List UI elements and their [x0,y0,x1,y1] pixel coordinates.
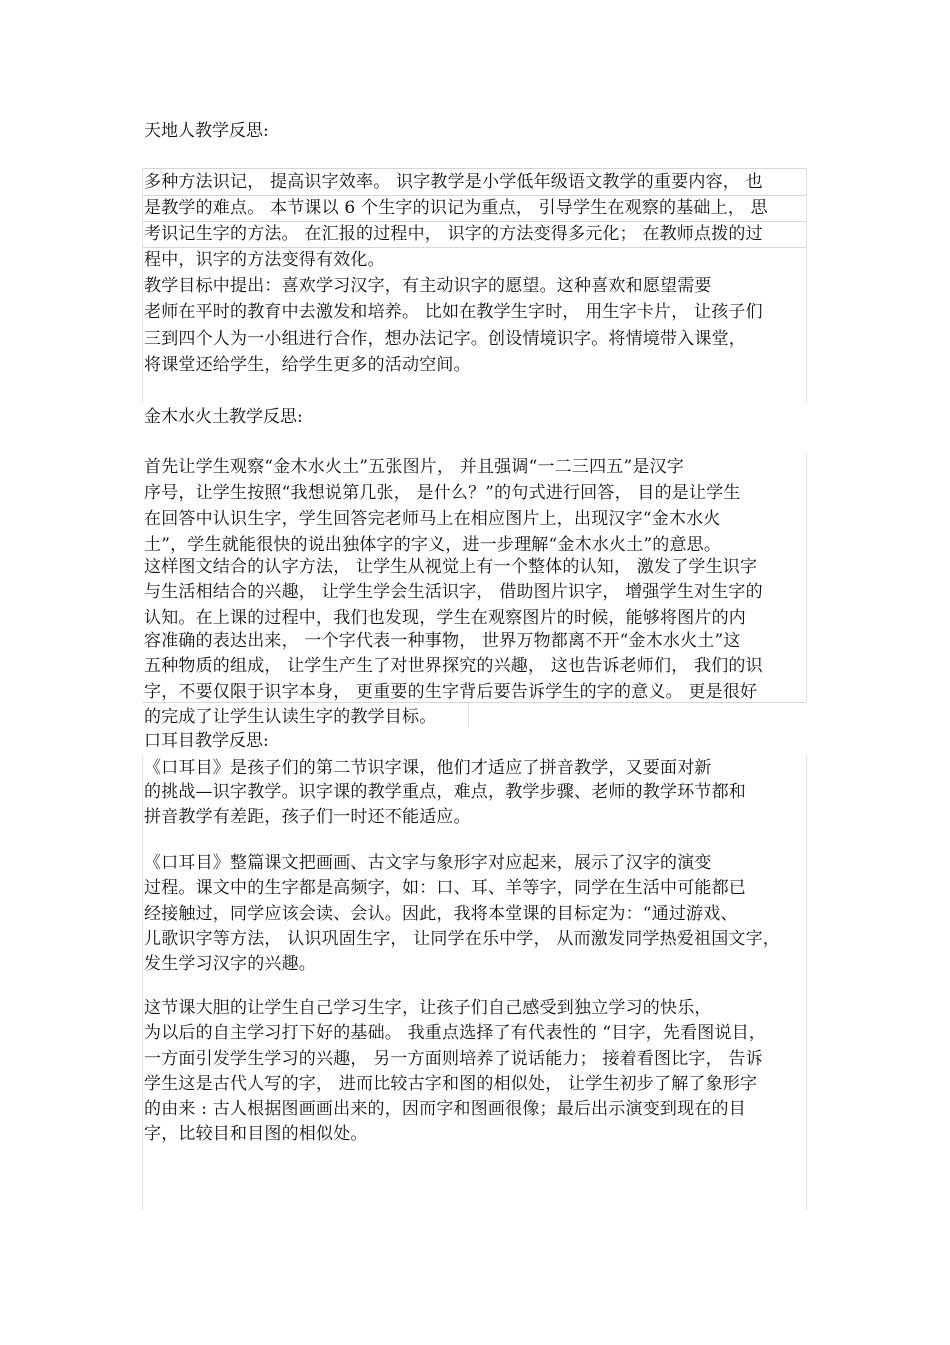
text-line: 拼音教学有差距，孩子们一时还不能适应。 [144,807,471,827]
table-rule [142,755,143,1210]
table-rule [806,755,807,1210]
text-line: 在回答中认识生字，学生回答完老师马上在相应图片上，出现汉字“金木水火 [144,509,721,529]
table-rule [806,168,807,403]
text-line: 的挑战—识字教学。识字课的教学重点，难点，教学步骤、老师的教学环节都和 [144,782,746,802]
text-line: 的完成了让学生认读生字的教学目标。 [144,707,437,727]
text-line: 《口耳目》整篇课文把画画、古文字与象形字对应起来，展示了汉字的演变 [144,853,712,873]
text-line: 过程。课文中的生字都是高频字，如：口、耳、羊等字，同学在生活中可能都已 [144,878,746,898]
table-rule [142,168,806,169]
text-line: 考识记生字的方法。 在汇报的过程中， 识字的方法变得多元化； 在教师点拨的过 [144,224,763,244]
text-line: 老师在平时的教育中去激发和培养。 比如在教学生字时， 用生字卡片， 让孩子们 [144,302,763,322]
text-line: 容准确的表达出来， 一个字代表一种事物， 世界万物都离不开“金木水火土”这 [144,631,741,651]
text-line: 发生学习汉字的兴趣。 [144,954,316,974]
text-line: 土”，学生就能很快的说出独体字的字义，进一步理解“金木水火土”的意思。 [144,535,722,555]
text-line: 是教学的难点。 本节课以 6 个生字的识记为重点， 引导学生在观察的基础上， 思 [144,198,768,218]
text-line: 三到四个人为一小组进行合作，想办法记字。创设情境识字。将情境带入课堂， [144,329,746,349]
text-line: 将课堂还给学生，给学生更多的活动空间。 [144,355,471,375]
table-rule [806,452,807,702]
text-line: 程中，识字的方法变得有效化。 [144,250,385,270]
text-line: 儿歌识字等方法， 认识巩固生字， 让同学在乐中学， 从而激发同学热爱祖国文字， [144,929,781,949]
text-line: 经接触过，同学应该会读、会认。因此，我将本堂课的目标定为：“通过游戏、 [144,904,738,924]
text-line: 认知。在上课的过程中，我们也发现，学生在观察图片的时候，能够将图片的内 [144,608,746,628]
table-rule [142,168,143,403]
section-heading: 天地人教学反思: [144,121,269,141]
text-line: 五种物质的组成， 让学生产生了对世界探究的兴趣， 这也告诉老师们， 我们的识 [144,656,763,676]
section-heading: 口耳目教学反思: [144,731,269,751]
text-line: 这样图文结合的认字方法， 让学生从视觉上有一个整体的认知， 激发了学生识字 [144,557,758,577]
text-line: 《口耳目》是孩子们的第二节识字课，他们才适应了拼音教学，又要面对新 [144,758,712,778]
text-line: 字，比较目和目图的相似处。 [144,1124,368,1144]
text-line: 一方面引发学生学习的兴趣， 另一方面则培养了说话能力； 接着看图比字， 告诉 [144,1049,763,1069]
table-rule [468,702,469,728]
section-heading: 金木水火土教学反思: [144,407,303,427]
text-line: 为以后的自主学习打下好的基础。 我重点选择了有代表性的 “目字，先看图说目， [144,1023,767,1043]
text-line: 字，不要仅限于识字本身， 更重要的生字背后要告诉学生的字的意义。 更是很好 [144,682,758,702]
text-line: 教学目标中提出：喜欢学习汉字，有主动识字的愿望。这种喜欢和愿望需要 [144,276,712,296]
text-line: 与生活相结合的兴趣， 让学生学会生活识字， 借助图片识字， 增强学生对生字的 [144,582,763,602]
text-line: 多种方法识记， 提高识字效率。 识字教学是小学低年级语文教学的重要内容， 也 [144,172,763,192]
text-line: 的由来 : 古人根据图画画出来的，因而字和图画很像；最后出示演变到现在的目 [144,1099,746,1119]
text-line: 这节课大胆的让学生自己学习生字，让孩子们自己感受到独立学习的快乐， [144,998,712,1018]
text-line: 学生这是古代人写的字， 进而比较古字和图的相似处， 让学生初步了解了象形字 [144,1074,758,1094]
text-line: 首先让学生观察“金木水火土”五张图片， 并且强调“一二三四五”是汉字 [144,457,684,477]
text-line: 序号，让学生按照“我想说第几张， 是什么？”的句式进行回答， 目的是让学生 [144,483,741,503]
